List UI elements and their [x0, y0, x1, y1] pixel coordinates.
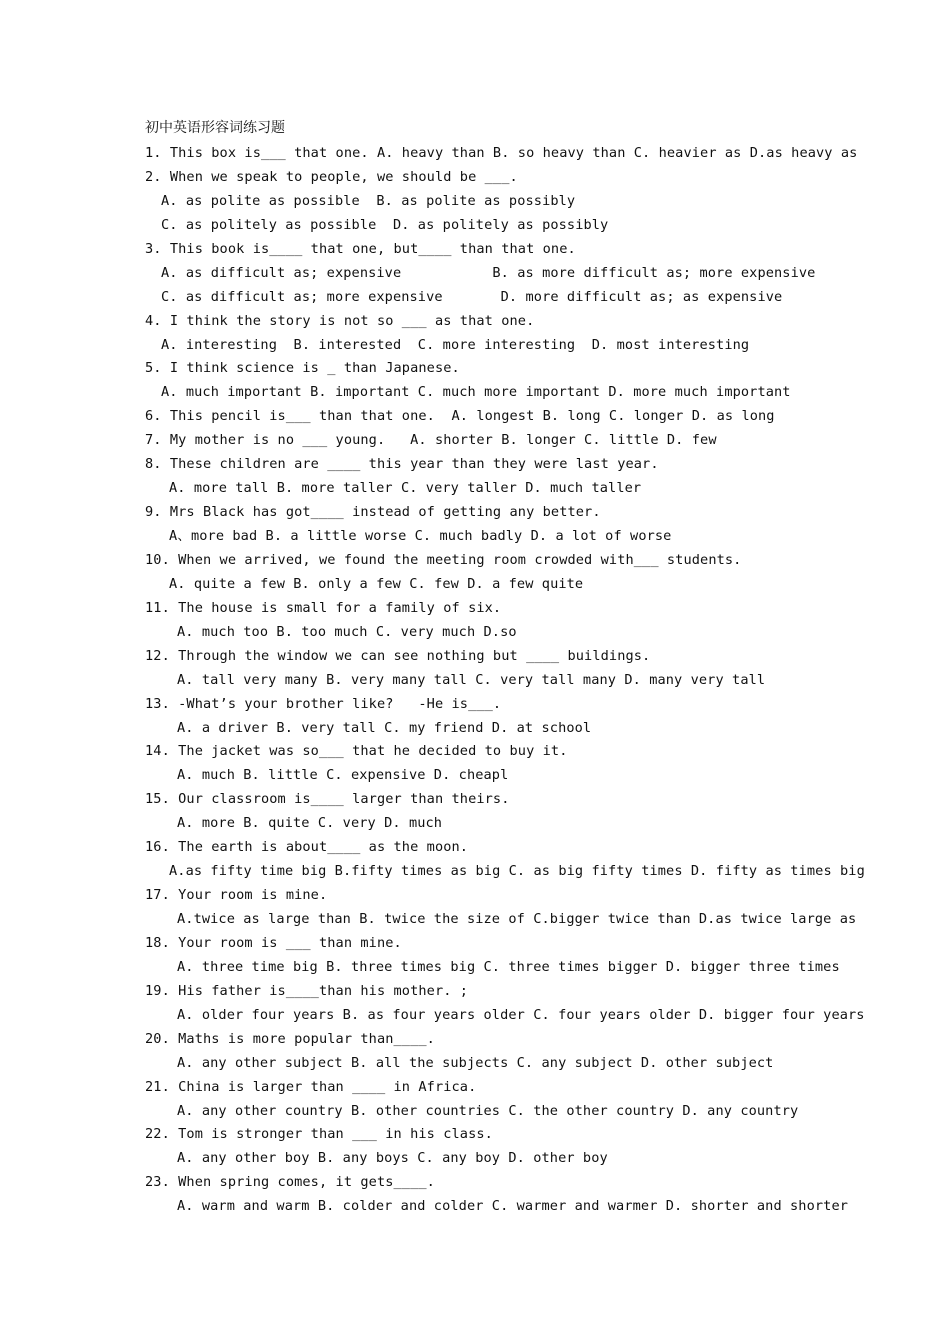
answer-options-line: A. any other boy B. any boys C. any boy D. other boy	[177, 1150, 608, 1167]
answer-options-line: C. as difficult as; more expensive D. more difficult as; as expensive	[161, 288, 783, 305]
answer-options-line: C. as politely as possible D. as politely as possibly	[161, 216, 609, 233]
answer-options-line: A. warm and warm B. colder and colder C. warmer and warmer D. shorter and shorter	[177, 1198, 849, 1215]
question-line: 8. These children are ____ this year than they were last year.	[145, 456, 659, 473]
question-line: 1. This box is___ that one. A. heavy than B. so heavy than C. heavier as D.as heavy as	[145, 145, 858, 161]
question-line: 15. Our classroom is____ larger than theirs.	[145, 791, 510, 808]
question-line: 6. This pencil is___ than that one. A. longest B. long C. longer D. as long	[145, 408, 775, 425]
answer-options-line: A. any other subject B. all the subjects C. any subject D. other subject	[177, 1054, 774, 1071]
question-line: 23. When spring comes, it gets____.	[145, 1174, 435, 1191]
answer-options-line: A. three time big B. three times big C. three times bigger D. bigger three times	[177, 958, 840, 975]
question-line: 13. -What’s your brother like? -He is___.	[145, 695, 502, 712]
question-line: 17. Your room is mine.	[145, 887, 328, 904]
question-line: 21. China is larger than ____ in Africa.	[145, 1078, 477, 1095]
question-line: 2. When we speak to people, we should be ___.	[145, 168, 518, 185]
question-line: 5. I think science is _ than Japanese.	[145, 360, 460, 377]
answer-options-line: A. older four years B. as four years older C. four years older D. bigger four years	[177, 1006, 865, 1023]
answer-options-line: A. more tall B. more taller C. very taller D. much taller	[169, 480, 642, 497]
answer-options-line: A. much too B. too much C. very much D.so	[177, 623, 517, 640]
answer-options-line: A. more B. quite C. very D. much	[177, 815, 443, 832]
answer-options-line: A. much important B. important C. much more important D. more much important	[161, 384, 791, 401]
question-list	[145, 142, 945, 1219]
question-line: 12. Through the window we can see nothing but ____ buildings.	[145, 647, 651, 664]
question-line: 3. This book is____ that one, but____ than that one.	[145, 240, 576, 257]
question-line: 20. Maths is more popular than____.	[145, 1030, 435, 1047]
question-line: 11. The house is small for a family of six.	[145, 599, 502, 616]
answer-options-line: A.twice as large than B. twice the size of C.bigger twice than D.as twice large as	[177, 911, 857, 927]
question-line: 10. When we arrived, we found the meeting room crowded with___ students.	[145, 551, 742, 568]
answer-options-line: A. as polite as possible B. as polite as possibly	[161, 192, 576, 209]
question-line: 18. Your room is ___ than mine.	[145, 934, 402, 951]
document-title: 初中英语形容词练习题	[145, 120, 285, 136]
question-line: 4. I think the story is not so ___ as that one.	[145, 312, 535, 329]
question-line: 14. The jacket was so___ that he decided to buy it.	[145, 743, 568, 760]
question-line: 9. Mrs Black has got____ instead of getting any better.	[145, 504, 601, 521]
answer-options-line: A. quite a few B. only a few C. few D. a few quite	[169, 575, 584, 592]
answer-options-line: A. tall very many B. very many tall C. very tall many D. many very tall	[177, 671, 766, 688]
answer-options-line: A. much B. little C. expensive D. cheapl	[177, 767, 509, 784]
answer-options-line: A. as difficult as; expensive B. as more difficult as; more expensive	[161, 264, 816, 281]
question-line: 7. My mother is no ___ young. A. shorter B. longer C. little D. few	[145, 432, 717, 449]
answer-options-line: A、more bad B. a little worse C. much badly D. a lot of worse	[169, 528, 672, 544]
question-line: 22. Tom is stronger than ___ in his class.	[145, 1126, 493, 1143]
answer-options-line: A.as fifty time big B.fifty times as big C. as big fifty times D. fifty as times big	[169, 863, 865, 880]
question-line: 19. His father is____than his mother. ;	[145, 982, 469, 999]
answer-options-line: A. interesting B. interested C. more interesting D. most interesting	[161, 336, 750, 353]
answer-options-line: A. any other country B. other countries C. the other country D. any country	[177, 1102, 799, 1119]
answer-options-line: A. a driver B. very tall C. my friend D. at school	[177, 719, 592, 736]
question-line: 16. The earth is about____ as the moon.	[145, 839, 469, 856]
